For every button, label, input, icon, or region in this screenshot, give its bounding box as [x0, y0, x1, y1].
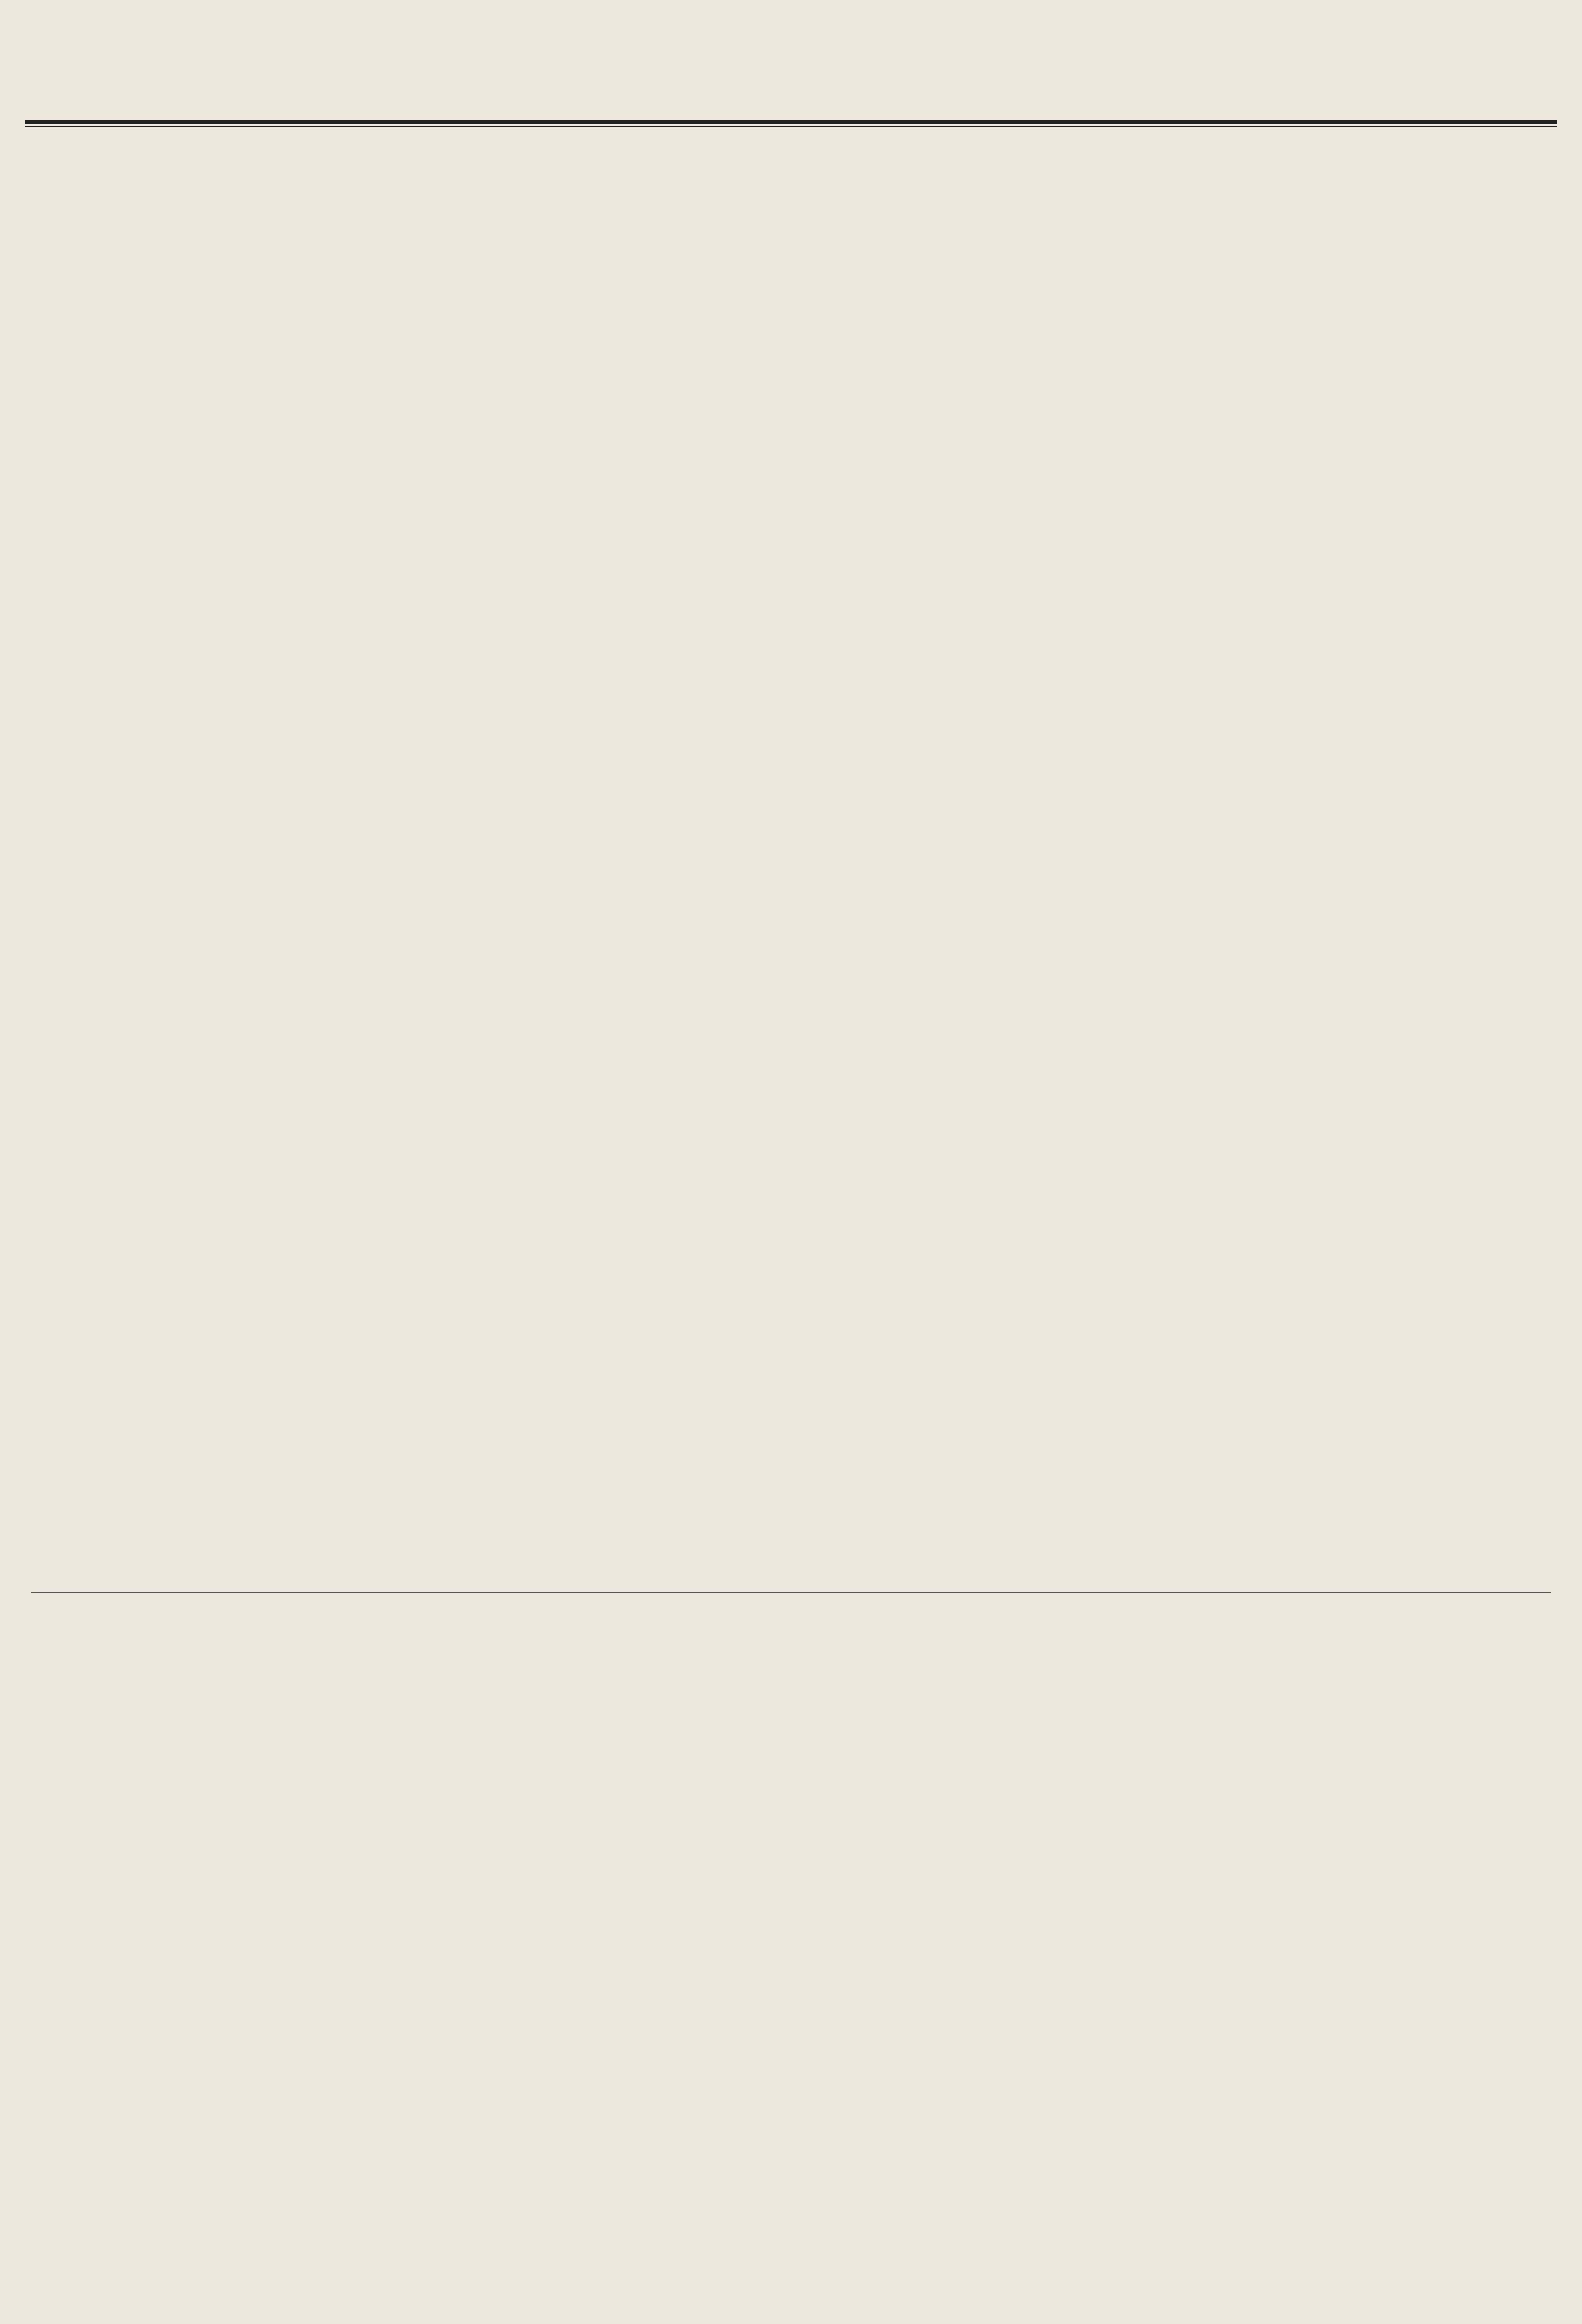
- masthead-rule-thin: [25, 126, 1557, 127]
- section-divider: [31, 1592, 1551, 1593]
- masthead-left: [31, 62, 263, 97]
- sports-society-box: [1196, 1607, 1551, 2302]
- ocean-society-box: [31, 1607, 757, 2302]
- ocean-research-box: [779, 1607, 1180, 2302]
- masthead-rule: [25, 120, 1557, 124]
- admin-society-box: [31, 858, 819, 1584]
